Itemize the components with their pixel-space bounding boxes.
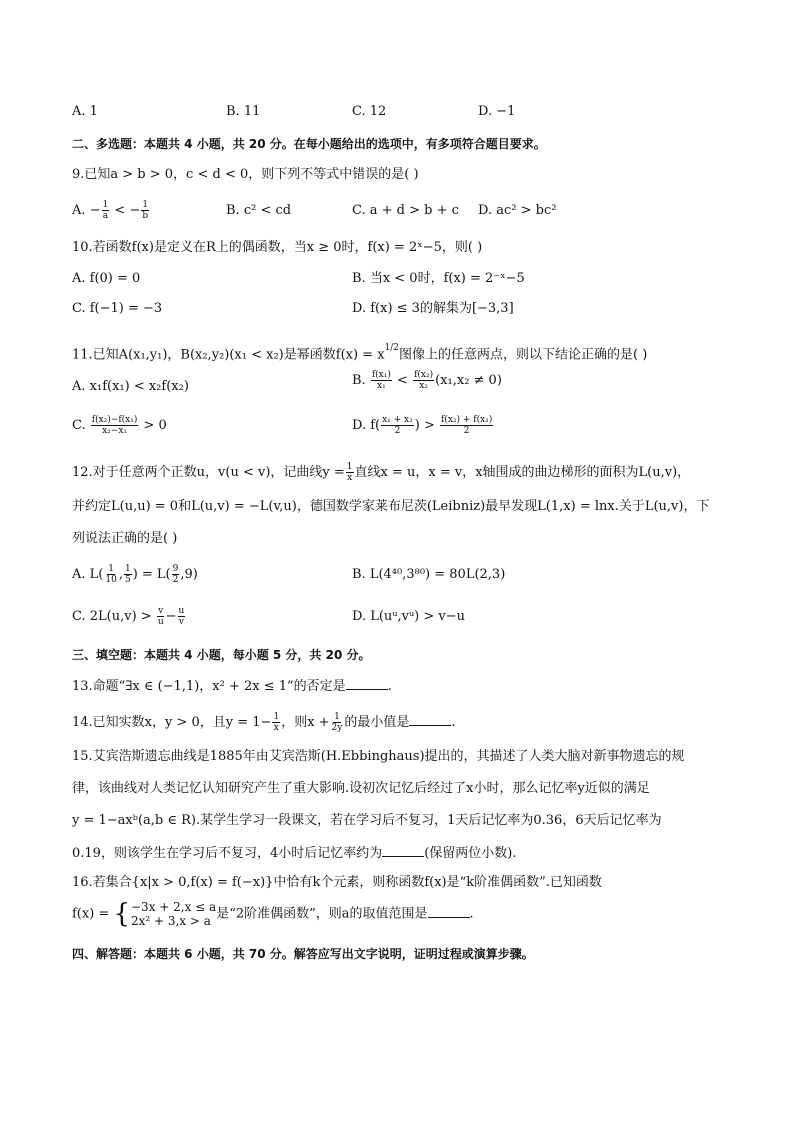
q10-option-b: B. 当x < 0时，f(x) = 2⁻ˣ−5 (352, 271, 525, 286)
q12-line3: 列说法正确的是( ) (72, 531, 178, 546)
q12-line1: 12.对于任意两个正数u，v(u < v)，记曲线y = $\frac{1}{x}$ 直线x = u，x = v，x轴围成的曲边梯形的面积为L(u,v)， (72, 462, 691, 483)
q10-option-d: D. f(x) ≤ 3的解集为[−3,3] (352, 301, 514, 316)
q11-option-c: C. $\frac{\text{f(x₂)−f(x₁)}}{\text{x₂−x₁}}$ > 0 (72, 415, 167, 436)
q15-answer-blank[interactable] (382, 844, 424, 857)
q15-line4: 0.19，则该学生在学习后不复习，4小时后记忆率约为 (保留两位小数). (72, 846, 517, 861)
prev-option-c: C. 12 (352, 104, 387, 119)
section-4-heading: 四、解答题：本题共 6 小题，共 70 分。解答应写出文字说明，证明过程或演算步骤。 (72, 947, 534, 961)
q15-line3: y = 1−axᵇ(a,b ∈ R).某学生学习一段课文，若在学习后不复习，1天后记忆率为0.36，6天后记忆率为 (72, 813, 662, 828)
q9-option-d: D. ac² > bc² (478, 203, 557, 218)
section-3-heading: 三、填空题：本题共 4 小题，每小题 5 分，共 20 分。 (72, 648, 371, 662)
q11-option-b: B. $\frac{\text{f(x₁)}}{\text{x₁}}$ < $\frac{\text{f(x₂)}}{\text{x₂}}$ (x₁,x₂ ≠ 0) (352, 370, 502, 391)
q11-stem: 11.已知A(x₁,y₁)，B(x₂,y₂)(x₁ < x₂)是幂函数$f(x) = x^{1/2}$图像上的任意两点，则以下结论正确的是( ) (72, 343, 648, 363)
q14-answer-blank[interactable] (409, 713, 451, 726)
q11-option-a: A. x₁f(x₁) < x₂f(x₂) (72, 379, 189, 394)
q16-answer-blank[interactable] (428, 905, 470, 918)
q14-stem: 14.已知实数x，y > 0，且y = 1− $\frac{1}{x}$ ，则x + $\frac{1}{2y}$ 的最小值是 . (72, 712, 456, 733)
q12-option-b: B. L(4⁴⁰,3⁸⁰) = 80L(2,3) (352, 567, 506, 582)
q12-option-a: A. L( $\frac{1}{10}$ , $\frac{1}{5}$ ) = L( $\frac{9}{2}$ ,9) (72, 564, 198, 585)
q9-option-a: A. − $\frac{1}{a}$ < − $\frac{1}{b}$ (72, 200, 149, 221)
q10-option-a: A. f(0) = 0 (72, 271, 141, 286)
q11-option-d: D. f( $\frac{\text{x₁ + x₂}}{2}$ ) > $\frac{\text{f(x₂) + f(x₁)}}{2}$ (352, 415, 493, 436)
q15-line2: 律，该曲线对人类记忆认知研究产生了重大影响.设初次记忆后经过了x小时，那么记忆率y近似的满足 (72, 781, 650, 796)
q15-line1: 15.艾宾浩斯遗忘曲线是1885年由艾宾浩斯(H.Ebbinghaus)提出的，其描述了人类大脑对新事物遗忘的规 (72, 749, 685, 764)
q9-option-b: B. c² < cd (226, 203, 292, 218)
section-2-heading: 二、多选题：本题共 4 小题，共 20 分。在每小题给出的选项中，有多项符合题目要求。 (72, 137, 546, 151)
q12-option-c: C. 2L(u,v) > $\frac{v}{u}$ − $\frac{u}{v}$ (72, 606, 185, 627)
q10-stem: 10.若函数f(x)是定义在R上的偶函数，当x ≥ 0时，f(x) = 2ˣ−5，则( ) (72, 240, 483, 255)
q16-line2: f(x) = { −3x + 2,x ≤ a 2x² + 3,x > a 是“2阶准偶函数”，则a的取值范围是 . (72, 899, 474, 929)
prev-option-a: A. 1 (72, 104, 98, 119)
q10-option-c: C. f(−1) = −3 (72, 301, 163, 316)
prev-option-d: D. −1 (478, 104, 516, 119)
q9-option-c: C. a + d > b + c (352, 203, 459, 218)
q9-stem: 9.已知a > b > 0，c < d < 0，则下列不等式中错误的是( ) (72, 167, 419, 182)
q12-option-d: D. L(uᵘ,vᵘ) > v−u (352, 609, 465, 624)
q13-stem: 13.命题“∃x ∈ (−1,1)，x² + 2x ≤ 1”的否定是 . (72, 679, 392, 694)
prev-option-b: B. 11 (226, 104, 261, 119)
q12-line2: 并约定L(u,u) = 0和L(u,v) = −L(v,u)，德国数学家莱布尼茨(Leibniz)最早发现L(1,x) = lnx.关于L(u,v)，下 (72, 499, 710, 514)
q16-line1: 16.若集合{x|x > 0,f(x) = f(−x)}中恰有k个元素，则称函数f(x)是“k阶准偶函数”.已知函数 (72, 875, 602, 890)
q13-answer-blank[interactable] (346, 677, 388, 690)
